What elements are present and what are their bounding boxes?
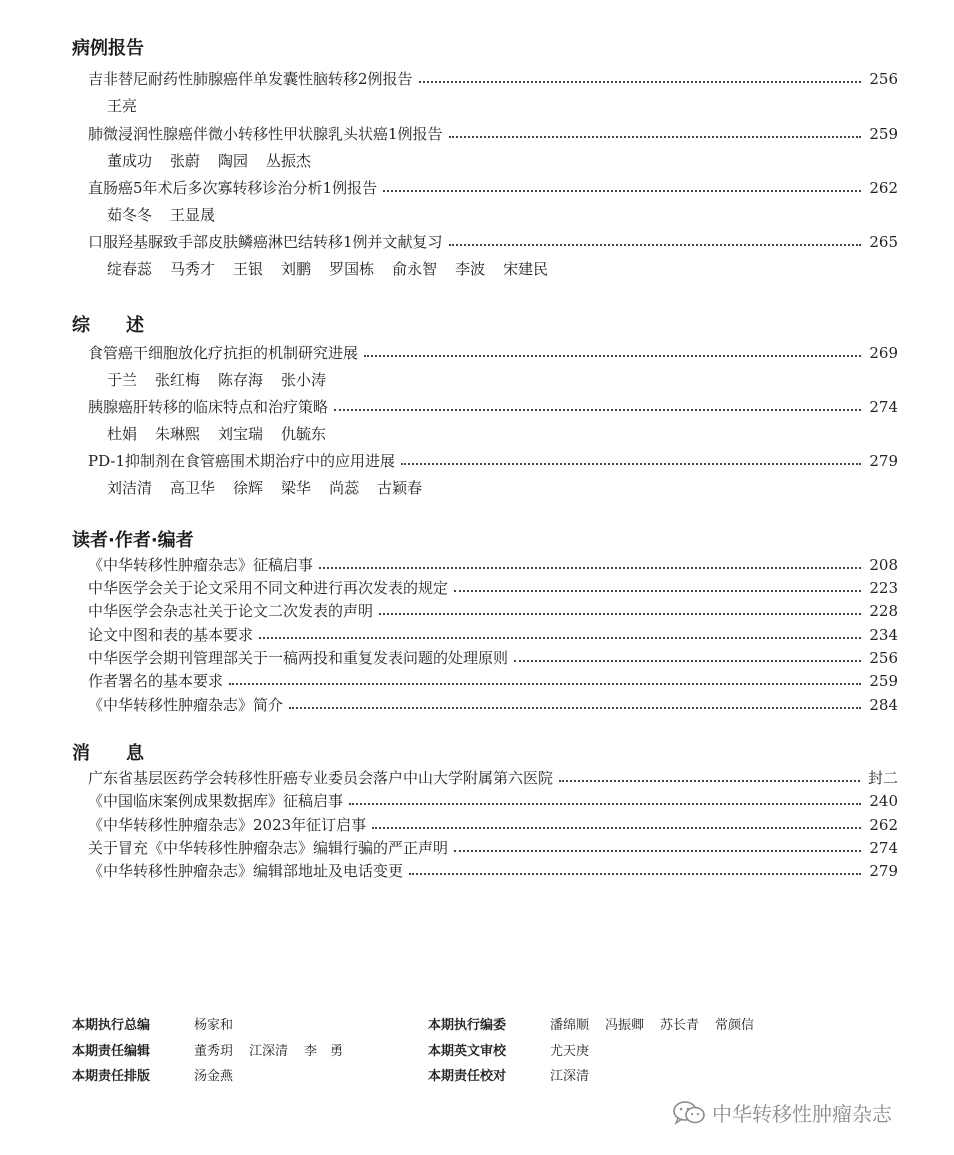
staff-row [72, 1017, 233, 1035]
toc-entry-title: 直肠癌5年术后多次寡转移诊治分析1例报告 [88, 179, 378, 197]
toc-entry[interactable] [88, 768, 898, 788]
toc-entry[interactable] [88, 815, 898, 835]
toc-entry-title: 肺微浸润性腺癌伴微小转移性甲状腺乳头状癌1例报告 [88, 125, 443, 143]
dot-leader [559, 779, 860, 782]
dot-leader [289, 706, 861, 709]
toc-entry-page: 259 [869, 125, 898, 143]
staff-label: 本期责任校对 [428, 1069, 507, 1084]
dot-leader [454, 589, 861, 592]
toc-entry-title: 论文中图和表的基本要求 [88, 626, 254, 644]
dot-leader [419, 80, 862, 83]
author-list [107, 151, 311, 171]
toc-entry-title: PD-1抑制剂在食管癌围术期治疗中的应用进展 [88, 452, 396, 470]
author-name: 刘鹏 [281, 260, 312, 278]
dot-leader [449, 135, 862, 138]
toc-entry-page: 274 [869, 398, 898, 416]
toc-entry-title: 《中华转移性肿瘤杂志》2023年征订启事 [88, 816, 367, 834]
author-name: 张蔚 [170, 152, 201, 170]
staff-name: 常颜信 [715, 1018, 755, 1033]
toc-entry[interactable] [88, 838, 898, 858]
staff-names [550, 1068, 589, 1086]
toc-entry-title: 作者署名的基本要求 [88, 672, 224, 690]
author-name: 尚蕊 [329, 479, 360, 497]
toc-entry-title: 中华医学会关于论文采用不同文种进行再次发表的规定 [88, 579, 449, 597]
toc-entry[interactable] [88, 601, 898, 621]
author-name: 徐辉 [233, 479, 264, 497]
author-name: 李波 [455, 260, 486, 278]
dot-leader [449, 243, 862, 246]
author-name: 罗国栋 [329, 260, 375, 278]
staff-name: 董秀玥 [194, 1044, 234, 1059]
staff-name: 李 勇 [304, 1044, 344, 1059]
staff-name: 苏长青 [660, 1018, 700, 1033]
staff-row [72, 1043, 343, 1061]
toc-entry[interactable] [88, 791, 898, 811]
dot-leader [514, 659, 861, 662]
staff-name: 尤天庚 [550, 1044, 590, 1059]
toc-entry-title: 食管癌干细胞放化疗抗拒的机制研究进展 [88, 344, 359, 362]
toc-entry[interactable] [88, 625, 898, 645]
staff-name: 潘绵顺 [550, 1018, 590, 1033]
author-name: 刘洁清 [107, 479, 153, 497]
staff-names [550, 1043, 589, 1061]
dot-leader [229, 682, 861, 685]
toc-entry-title: 《中华转移性肿瘤杂志》编辑部地址及电话变更 [88, 862, 404, 880]
watermark [672, 1098, 892, 1127]
author-name: 于兰 [107, 371, 138, 389]
dot-leader [409, 872, 861, 875]
dot-leader [334, 408, 861, 411]
author-name: 茹冬冬 [107, 206, 153, 224]
toc-entry[interactable] [88, 69, 898, 89]
toc-entry[interactable] [88, 397, 898, 417]
author-name: 刘宝瑞 [218, 425, 264, 443]
toc-entry[interactable] [88, 695, 898, 715]
toc-entry-page: 256 [869, 70, 898, 88]
toc-entry-page: 256 [869, 649, 898, 667]
author-list [107, 424, 326, 444]
toc-entry-title: 《中华转移性肿瘤杂志》简介 [88, 696, 284, 714]
staff-names [194, 1043, 343, 1061]
toc-entry-page: 279 [869, 452, 898, 470]
toc-entry-page: 279 [869, 862, 898, 880]
author-name: 张红梅 [155, 371, 201, 389]
author-name: 绽春蕊 [107, 260, 153, 278]
toc-entry-title: 《中华转移性肿瘤杂志》征稿启事 [88, 556, 314, 574]
staff-row [72, 1068, 233, 1086]
toc-entry-page: 284 [869, 696, 898, 714]
author-name: 董成功 [107, 152, 153, 170]
toc-entry-title: 关于冒充《中华转移性肿瘤杂志》编辑行骗的严正声明 [88, 839, 449, 857]
toc-entry-title: 广东省基层医药学会转移性肝癌专业委员会落户中山大学附属第六医院 [88, 769, 554, 787]
author-name: 高卫华 [170, 479, 216, 497]
toc-entry[interactable] [88, 232, 898, 252]
toc-entry[interactable] [88, 555, 898, 575]
author-name: 丛振杰 [266, 152, 312, 170]
staff-label: 本期执行编委 [428, 1018, 507, 1033]
toc-entry-page: 262 [869, 179, 898, 197]
toc-entry-title: 胰腺癌肝转移的临床特点和治疗策略 [88, 398, 329, 416]
toc-entry-title: 《中国临床案例成果数据库》征稿启事 [88, 792, 344, 810]
staff-names [550, 1017, 754, 1035]
section-title-case-reports: 病例报告 [72, 38, 144, 59]
author-list [107, 205, 215, 225]
dot-leader [259, 636, 861, 639]
toc-entry[interactable] [88, 343, 898, 363]
author-name: 宋建民 [503, 260, 549, 278]
dot-leader [401, 462, 861, 465]
toc-entry-page: 封二 [867, 769, 898, 787]
author-name: 张小涛 [281, 371, 327, 389]
toc-entry-page: 234 [869, 626, 898, 644]
watermark-text: 中华转移性肿瘤杂志 [712, 1102, 892, 1126]
toc-entry-page: 228 [869, 602, 898, 620]
toc-entry-page: 269 [869, 344, 898, 362]
author-list [107, 478, 422, 498]
staff-name: 江深清 [550, 1069, 590, 1084]
toc-entry-page: 259 [869, 672, 898, 690]
author-name: 梁华 [281, 479, 312, 497]
dot-leader [372, 826, 861, 829]
dot-leader [319, 566, 861, 569]
staff-names [194, 1068, 233, 1086]
staff-names [194, 1017, 233, 1035]
toc-entry[interactable] [88, 178, 898, 198]
toc-entry-title: 吉非替尼耐药性肺腺癌伴单发囊性脑转移2例报告 [88, 70, 413, 88]
author-list [107, 370, 326, 390]
toc-entry-page: 240 [869, 792, 898, 810]
dot-leader [364, 354, 861, 357]
author-name: 马秀才 [170, 260, 216, 278]
toc-entry[interactable] [88, 124, 898, 144]
staff-label: 本期英文审校 [428, 1044, 507, 1059]
section-title-reviews: 综 述 [72, 315, 144, 336]
staff-name: 冯振卿 [605, 1018, 645, 1033]
dot-leader [349, 802, 861, 805]
author-name: 杜娟 [107, 425, 138, 443]
dot-leader [454, 849, 861, 852]
author-list [107, 96, 137, 116]
staff-label: 本期责任编辑 [72, 1044, 151, 1059]
staff-name: 汤金燕 [194, 1069, 234, 1084]
author-name: 仇毓东 [281, 425, 327, 443]
staff-row [428, 1017, 754, 1035]
toc-entry-title: 中华医学会杂志社关于论文二次发表的声明 [88, 602, 374, 620]
author-name: 俞永智 [392, 260, 438, 278]
toc-entry[interactable] [88, 861, 898, 881]
staff-name: 杨家和 [194, 1018, 234, 1033]
toc-entry-page: 265 [869, 233, 898, 251]
toc-entry[interactable] [88, 671, 898, 691]
author-name: 王亮 [107, 97, 138, 115]
author-name: 陈存海 [218, 371, 264, 389]
author-name: 古颖春 [377, 479, 423, 497]
author-name: 王显晟 [170, 206, 216, 224]
staff-row [428, 1043, 589, 1061]
author-list [107, 259, 548, 279]
staff-label: 本期责任排版 [72, 1069, 151, 1084]
wechat-icon [672, 1100, 706, 1126]
toc-entry-page: 223 [869, 579, 898, 597]
toc-entry-title: 口服羟基脲致手部皮肤鳞癌淋巴结转移1例并文献复习 [88, 233, 443, 251]
toc-entry[interactable] [88, 451, 898, 471]
toc-entry-page: 208 [869, 556, 898, 574]
staff-label: 本期执行总编 [72, 1018, 151, 1033]
dot-leader [379, 612, 861, 615]
author-name: 朱琳熙 [155, 425, 201, 443]
staff-row [428, 1068, 589, 1086]
author-name: 陶园 [218, 152, 249, 170]
section-title-readers: 读者·作者·编者 [72, 530, 194, 551]
author-name: 王银 [233, 260, 264, 278]
toc-entry-title: 中华医学会期刊管理部关于一稿两投和重复发表问题的处理原则 [88, 649, 509, 667]
toc-entry[interactable] [88, 648, 898, 668]
toc-entry-page: 274 [869, 839, 898, 857]
section-title-news: 消 息 [72, 743, 144, 764]
staff-name: 江深清 [249, 1044, 289, 1059]
toc-entry[interactable] [88, 578, 898, 598]
toc-entry-page: 262 [869, 816, 898, 834]
dot-leader [383, 189, 861, 192]
